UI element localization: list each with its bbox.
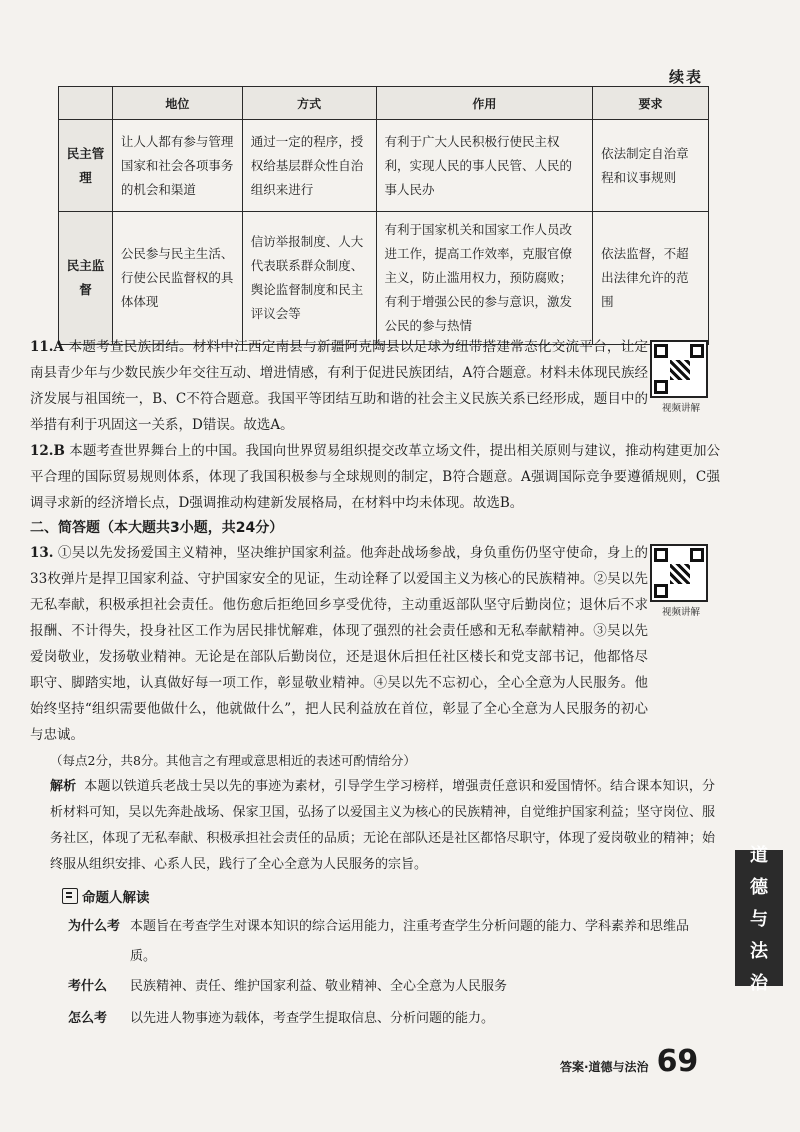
- question-number: 13.: [30, 545, 54, 561]
- question-number: 12.B: [30, 443, 65, 459]
- section-title: 二、简答题（本大题共3小题，共24分）: [30, 520, 284, 536]
- table-header-cell: 地位: [112, 87, 242, 120]
- analysis-text: 本题以铁道兵老战士吴以先的事迹为素材，引导学生学习榜样，增强责任意识和爱国情怀。结合课本知识，分析材料可知，吴以先奔赴战场、保家卫国，弘扬了以爱国主义为核心的民族精神，自觉维护国家利益；坚守岗位、服务社区，体现了无私奉献、积极承担社会责任的品质；无论在部队还是社区都恪尽职守，体现了爱岗敬业的精神；始终服从组织安排、心系人民，践行了全心全意为人民服务的宗旨。: [50, 779, 715, 872]
- question-11-answer: [30, 334, 648, 438]
- table-header-cell: 方式: [242, 87, 376, 120]
- row-head-democratic-management: 民主管理: [59, 120, 113, 212]
- qr-code-icon: [650, 340, 708, 398]
- table-cell: 通过一定的程序，授权给基层群众性自治组织来进行: [242, 120, 376, 212]
- video-qr-code[interactable]: [650, 544, 712, 618]
- subject-side-tab: [735, 845, 783, 994]
- page-footer: [560, 1044, 698, 1079]
- question-12-answer: [30, 438, 720, 516]
- row-head-democratic-supervision: 民主监督: [59, 212, 113, 345]
- commentary-row: [68, 1004, 708, 1034]
- table-cell: 有利于国家机关和国家工作人员改进工作，提高工作效率，克服官僚主义，防止滥用权力，预防腐败；有利于增强公民的参与意识，激发公民的参与热情: [376, 212, 593, 345]
- qr-code-icon: [650, 544, 708, 602]
- table-header-cell: [59, 87, 113, 120]
- question-13-answer: [30, 540, 648, 748]
- table-header-cell: 要求: [593, 87, 709, 120]
- commentary-text: 以先进人物事迹为载体，考查学生提取信息、分析问题的能力。: [130, 1011, 495, 1026]
- qr-caption: 视频讲解: [661, 607, 700, 618]
- scoring-note: （每点2分，共8分。其他言之有理或意思相近的表述可酌情给分）: [50, 753, 416, 768]
- table-cell: 依法制定自治章程和议事规则: [593, 120, 709, 212]
- table-cell: 依法监督，不超出法律允许的范围: [593, 212, 709, 345]
- side-tab-char: 与: [750, 909, 768, 930]
- commentary-label: 怎么考: [68, 1011, 108, 1026]
- table-header-cell: 作用: [376, 87, 593, 120]
- table-cell: 有利于广大人民积极行使民主权利，实现人民的事人民管、人民的事人民办: [376, 120, 593, 212]
- table-cell: 让人人都有参与管理国家和社会各项事务的机会和渠道: [112, 120, 242, 212]
- side-tab-char: 治: [750, 973, 768, 994]
- side-tab-char: 德: [750, 877, 768, 898]
- question-explanation: 本题考查民族团结。材料中江西定南县与新疆阿克陶县以足球为纽带搭建常态化交流平台，让定南县青少年与少数民族少年交往互动、增进情感，有利于促进民族团结，A符合题意。材料未体现民族经济发展与祖国统一，B、C不符合题意。我国平等团结互助和谐的社会主义民族关系已经形成，题目中的举措有利于巩固这一关系，D错误。故选A。: [30, 339, 649, 433]
- video-qr-code[interactable]: [650, 340, 712, 414]
- commentary-text: 民族精神、责任、维护国家利益、敬业精神、全心全意为人民服务: [130, 979, 508, 994]
- analysis-label: 解析: [50, 779, 77, 794]
- continued-label: 续表: [669, 68, 704, 86]
- commentary-title: [62, 886, 150, 906]
- side-tab-char: 道: [750, 845, 768, 866]
- commentary-title-text: 命题人解读: [82, 890, 150, 906]
- commentary-label: 考什么: [68, 979, 108, 994]
- table-cell: 公民参与民主生活、行使公民监督权的具体体现: [112, 212, 242, 345]
- question-explanation: 本题考查世界舞台上的中国。我国向世界贸易组织提交改革立场文件，提出相关原则与建议，推动构建更加公平合理的国际贸易规则体系，体现了我国积极参与全球规则的制定，B符合题意。A强调国际竞争要遵循规则，C强调寻求新的经济增长点，D强调推动构建新发展格局，在材料中均未体现。故选B。: [30, 443, 721, 511]
- table-row: [59, 212, 709, 345]
- table-header-row: [59, 87, 709, 120]
- note-icon: [62, 888, 78, 904]
- comparison-table: [58, 86, 709, 345]
- side-tab-char: 法: [750, 941, 768, 962]
- footer-text: 答案·道德与法治: [560, 1060, 649, 1074]
- question-answer-text: ①吴以先发扬爱国主义精神，坚决维护国家利益。他奔赴战场参战，身负重伤仍坚守使命，身上的33枚弹片是捍卫国家利益、守护国家安全的见证，生动诠释了以爱国主义为核心的民族精神。②吴以先无私奉献，积极承担社会责任。他伤愈后拒绝回乡享受优待，主动重返部队坚守后勤岗位；退休后不求报酬、不计得失，投身社区工作为居民排忧解难，体现了强烈的社会责任感和无私奉献精神。③吴以先爱岗敬业，发扬敬业精神。无论是在部队后勤岗位，还是退休后担任社区楼长和党支部书记，他都恪尽职守、脚踏实地，认真做好每一项工作，彰显敬业精神。④吴以先不忘初心，全心全意为人民服务。他始终坚持“组织需要他做什么，他就做什么”，把人民利益放在首位，彰显了全心全意为人民服务的初心与忠诚。: [30, 545, 649, 743]
- page-number: 69: [656, 1044, 699, 1079]
- commentary-row: [68, 912, 708, 972]
- question-number: 11.A: [30, 339, 64, 355]
- qr-caption: 视频讲解: [661, 403, 700, 414]
- table-cell: 信访举报制度、人大代表联系群众制度、舆论监督制度和民主评议会等: [242, 212, 376, 345]
- commentary-text: 本题旨在考查学生对课本知识的综合运用能力，注重考查学生分析问题的能力、学科素养和思维品质。: [130, 919, 690, 964]
- commentary-row: [68, 972, 708, 1002]
- table-row: [59, 120, 709, 212]
- analysis-block: [50, 774, 715, 878]
- commentary-label: 为什么考: [68, 919, 121, 934]
